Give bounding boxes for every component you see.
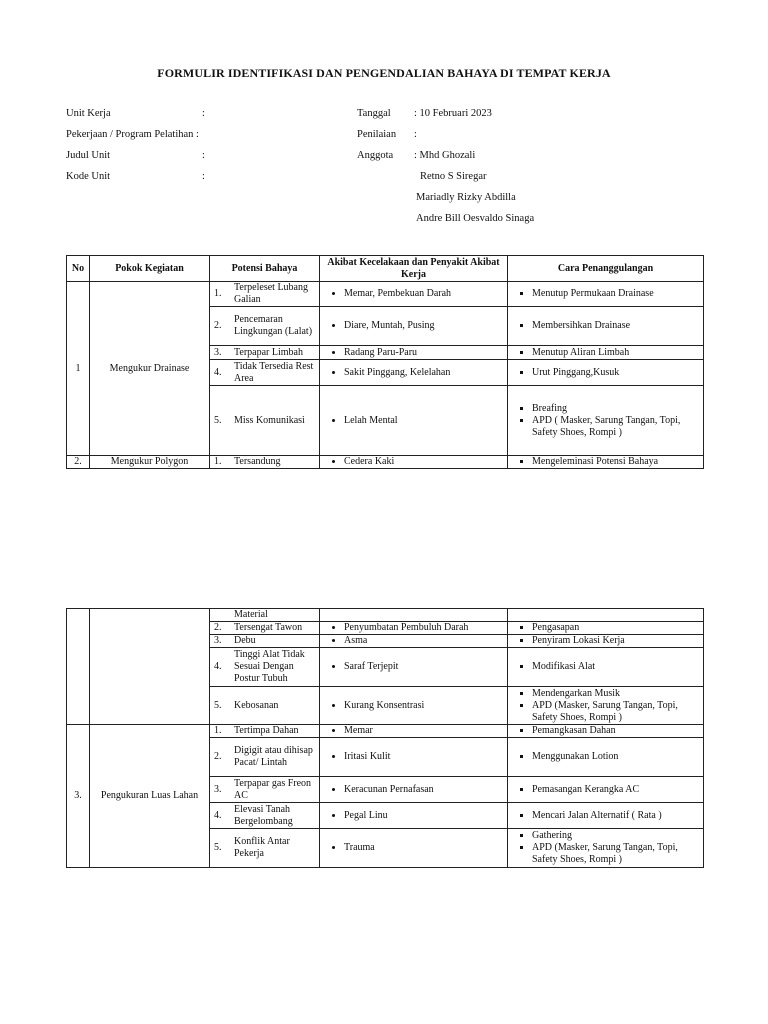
control-item: ▪ Menutup Aliran Limbah — [532, 347, 701, 359]
row-number: 1 — [67, 282, 90, 456]
hazard-text: Tersengat Tawon — [234, 622, 303, 633]
control-item: ▪ Pemasangan Kerangka AC — [532, 784, 701, 796]
hazard-cell — [210, 307, 320, 346]
kode-unit-colon: : — [202, 171, 205, 182]
hazard-number: 1. — [214, 725, 222, 736]
control-cell — [508, 725, 704, 738]
hazard-cell — [210, 609, 320, 622]
control-item: ▪ Pengasapan — [532, 622, 701, 634]
hazard-cell — [210, 829, 320, 868]
hazard-number: 3. — [214, 635, 222, 646]
effect-cell — [320, 829, 508, 868]
hazard-table-page1 — [66, 255, 704, 469]
effect-cell — [320, 687, 508, 725]
hazard-number: 4. — [214, 661, 222, 672]
header-pokok-kegiatan: Pokok Kegiatan — [90, 256, 210, 282]
hazard-cell — [210, 635, 320, 648]
table-row — [67, 282, 704, 307]
hazard-number: 5. — [214, 414, 222, 426]
control-item: ▪ Penyiram Lokasi Kerja — [532, 635, 701, 647]
hazard-cell — [210, 777, 320, 803]
member-name: Andre Bill Oesvaldo Sinaga — [416, 213, 535, 224]
effect-item: • Sakit Pinggang, Kelelahan — [344, 367, 505, 379]
hazard-number: 2. — [214, 320, 222, 331]
kode-unit-label: Kode Unit — [66, 171, 111, 182]
effect-item: • Memar, Pembekuan Darah — [344, 288, 505, 300]
control-cell — [508, 635, 704, 648]
effect-cell — [320, 648, 508, 687]
effect-cell — [320, 360, 508, 386]
hazard-text: Terpeleset Lubang Galian — [234, 282, 308, 305]
hazard-cell — [210, 803, 320, 829]
table-row — [67, 456, 704, 469]
activity-cell: Mengukur Polygon — [90, 456, 210, 469]
hazard-text: Tidak Tersedia Rest Area — [234, 360, 314, 384]
control-cell — [508, 803, 704, 829]
effect-cell — [320, 803, 508, 829]
hazard-cell — [210, 725, 320, 738]
anggota-value: : Mhd Ghozali — [414, 150, 476, 161]
effect-cell — [320, 725, 508, 738]
effect-item: • Radang Paru-Paru — [344, 347, 505, 359]
header-potensi-bahaya: Potensi Bahaya — [210, 256, 320, 282]
activity-cell: Mengukur Drainase — [90, 282, 210, 456]
effect-item: • Cedera Kaki — [344, 456, 505, 468]
hazard-cell — [210, 648, 320, 687]
hazard-number: 1. — [214, 456, 222, 467]
effect-cell — [320, 738, 508, 777]
effect-cell — [320, 777, 508, 803]
table-row — [67, 725, 704, 738]
control-item: ▪ Membersihkan Drainase — [532, 320, 701, 332]
control-cell — [508, 360, 704, 386]
hazard-text: Elevasi Tanah Bergelombang — [234, 803, 293, 827]
hazard-text: Terpapar Limbah — [234, 346, 303, 358]
effect-cell — [320, 282, 508, 307]
effect-item: • Saraf Terjepit — [344, 661, 505, 673]
penilaian-value: : — [414, 129, 417, 140]
control-item: ▪ Mengeleminasi Potensi Bahaya — [532, 456, 701, 468]
control-cell — [508, 456, 704, 469]
control-cell — [508, 648, 704, 687]
activity-cell: Pengukuran Luas Lahan — [90, 725, 210, 868]
hazard-number: 2. — [214, 622, 222, 633]
header-no: No — [67, 256, 90, 282]
effect-cell — [320, 635, 508, 648]
anggota-label: Anggota — [357, 150, 394, 161]
hazard-text: Pencemaran Lingkungan (Lalat) — [234, 314, 313, 337]
pekerjaan-label: Pekerjaan / Program Pelatihan : — [66, 129, 199, 140]
row-number: 2. — [67, 456, 90, 469]
hazard-number: 2. — [214, 751, 222, 762]
hazard-cell — [210, 456, 320, 469]
control-cell — [508, 738, 704, 777]
form-title: FORMULIR IDENTIFIKASI DAN PENGENDALIAN BAHAYA DI TEMPAT KERJA — [157, 66, 611, 80]
table-header-row — [67, 256, 704, 282]
table-row — [67, 609, 704, 622]
header-cara: Cara Penanggulangan — [508, 256, 704, 282]
effect-cell — [320, 456, 508, 469]
control-item: ▪ Breafing — [532, 403, 701, 415]
effect-cell — [320, 307, 508, 346]
control-cell — [508, 282, 704, 307]
control-cell — [508, 687, 704, 725]
hazard-text: Material — [234, 609, 268, 620]
hazard-cell — [210, 386, 320, 456]
hazard-text: Terpapar gas Freon AC — [234, 777, 312, 801]
member-name: Retno S Siregar — [420, 171, 487, 182]
effect-cell — [320, 386, 508, 456]
tanggal-label: Tanggal — [357, 108, 391, 119]
unit-kerja-colon: : — [202, 108, 205, 119]
penilaian-label: Penilaian — [357, 129, 397, 140]
hazard-number: 3. — [214, 346, 222, 358]
effect-item: • Asma — [344, 635, 505, 647]
control-item: ▪ APD (Masker, Sarung Tangan, Topi, Safety Shoes, Rompi ) — [532, 842, 701, 866]
effect-item: • Keracunan Pernafasan — [344, 784, 505, 796]
effect-item: • Lelah Mental — [344, 415, 505, 427]
activity-cell — [90, 609, 210, 725]
hazard-cell — [210, 360, 320, 386]
effect-cell — [320, 609, 508, 622]
control-item: ▪ Mendengarkan Musik — [532, 688, 701, 700]
control-item: ▪ Modifikasi Alat — [532, 661, 701, 673]
effect-item: • Penyumbatan Pembuluh Darah — [344, 622, 505, 634]
control-item: ▪ Menutup Permukaan Drainase — [532, 288, 701, 300]
control-cell — [508, 622, 704, 635]
hazard-text: Tinggi Alat Tidak Sesuai Dengan Postur Tubuh — [234, 649, 305, 684]
hazard-number: 5. — [214, 842, 222, 853]
hazard-text: Tertimpa Dahan — [234, 725, 299, 736]
control-cell — [508, 346, 704, 360]
control-item: ▪ APD ( Masker, Sarung Tangan, Topi, Safety Shoes, Rompi ) — [532, 415, 701, 439]
hazard-cell — [210, 622, 320, 635]
hazard-number: 5. — [214, 699, 222, 711]
hazard-text: Tersandung — [234, 456, 281, 467]
hazard-cell — [210, 738, 320, 777]
hazard-cell — [210, 687, 320, 725]
effect-item: • Trauma — [344, 842, 505, 854]
effect-cell — [320, 346, 508, 360]
hazard-cell — [210, 346, 320, 360]
control-item: ▪ Gathering — [532, 830, 701, 842]
tanggal-value: : 10 Februari 2023 — [414, 108, 492, 119]
header-akibat: Akibat Kecelakaan dan Penyakit Akibat Kerja — [320, 256, 508, 282]
control-cell — [508, 829, 704, 868]
control-cell — [508, 777, 704, 803]
hazard-number: 3. — [214, 783, 222, 795]
control-item: ▪ APD (Masker, Sarung Tangan, Topi, Safety Shoes, Rompi ) — [532, 700, 701, 724]
row-number: 3. — [67, 725, 90, 868]
control-cell — [508, 386, 704, 456]
member-name: Mariadly Rizky Abdilla — [416, 192, 516, 203]
effect-cell — [320, 622, 508, 635]
control-item: ▪ Urut Pinggang,Kusuk — [532, 367, 701, 379]
control-item: ▪ Pemangkasan Dahan — [532, 725, 701, 737]
hazard-text: Digigit atau dihisap Pacat/ Lintah — [234, 745, 313, 768]
hazard-cell — [210, 282, 320, 307]
unit-kerja-label: Unit Kerja — [66, 108, 111, 119]
hazard-number: 4. — [214, 366, 222, 378]
effect-item: • Memar — [344, 725, 505, 737]
hazard-table-page2 — [66, 608, 704, 868]
effect-item: • Diare, Muntah, Pusing — [344, 320, 505, 332]
control-cell — [508, 609, 704, 622]
row-number — [67, 609, 90, 725]
control-item: ▪ Menggunakan Lotion — [532, 751, 701, 763]
effect-item: • Pegal Linu — [344, 810, 505, 822]
hazard-text: Debu — [234, 635, 256, 646]
hazard-text: Kebosanan — [234, 699, 279, 711]
hazard-number: 1. — [214, 288, 222, 299]
control-item: ▪ Mencari Jalan Alternatif ( Rata ) — [532, 810, 701, 822]
control-cell — [508, 307, 704, 346]
judul-unit-label: Judul Unit — [66, 150, 111, 161]
hazard-text: Miss Komunikasi — [234, 414, 305, 426]
hazard-number: 4. — [214, 809, 222, 821]
effect-item: • Kurang Konsentrasi — [344, 700, 505, 712]
effect-item: • Iritasi Kulit — [344, 751, 505, 763]
judul-unit-colon: : — [202, 150, 205, 161]
hazard-text: Konflik Antar Pekerja — [234, 836, 290, 859]
